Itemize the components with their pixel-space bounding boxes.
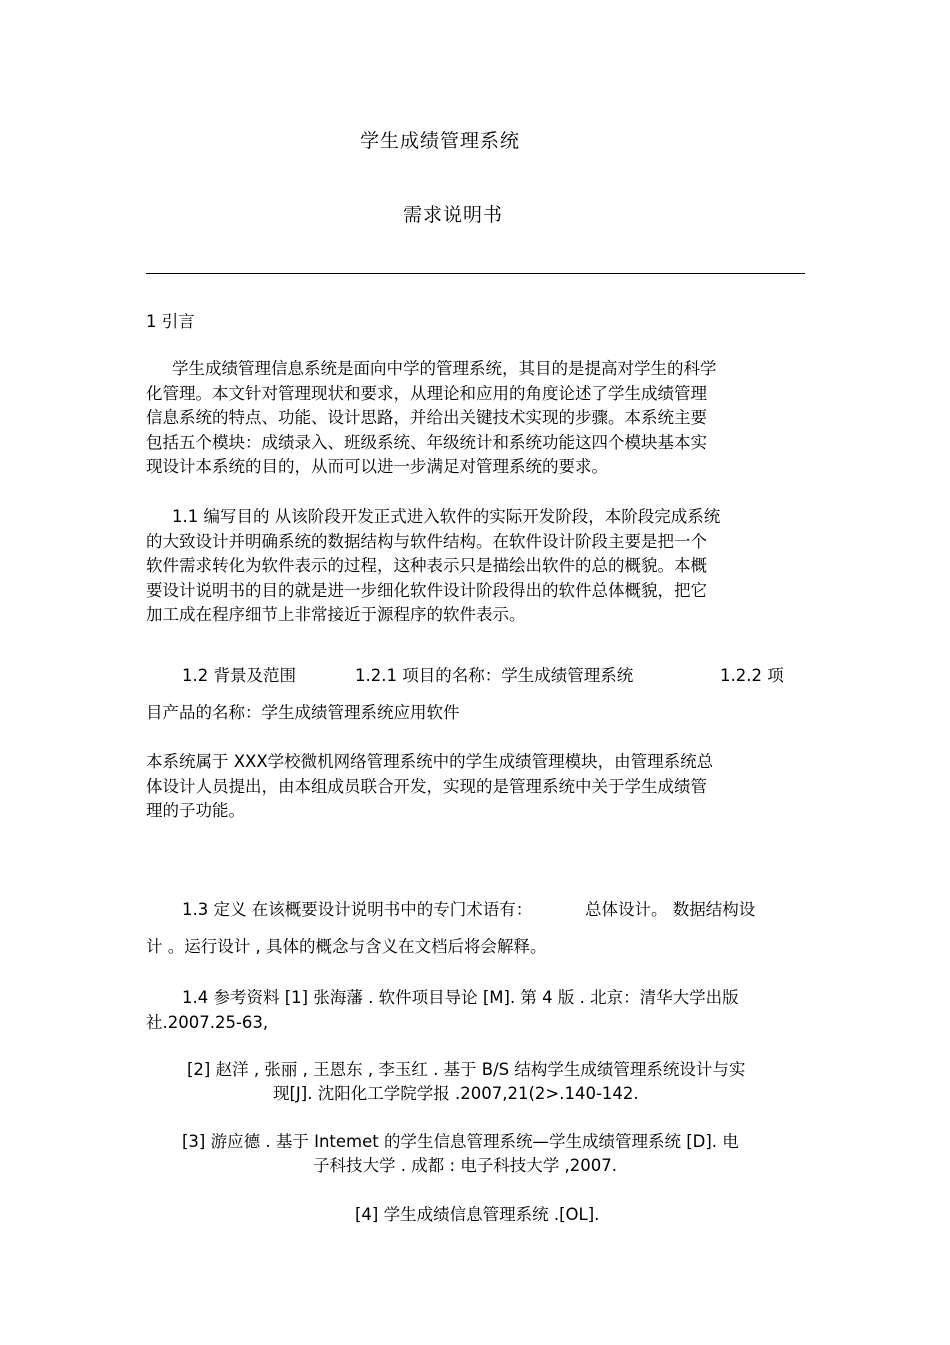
section-1-2-heading: 1.2 背景及范围 xyxy=(182,666,296,685)
intro-line: 现设计本系统的目的，从而可以进一步满足对管理系统的要求。 xyxy=(146,457,608,476)
section-1-heading: 1 引言 xyxy=(146,312,195,331)
section-1-1-line: 1.1 编写目的 从该阶段开发正式进入软件的实际开发阶段，本阶段完成系统 xyxy=(172,507,721,526)
section-1-2-2-end: 目产品的名称：学生成绩管理系统应用软件 xyxy=(146,703,460,722)
section-1-3-heading: 1.3 定义 在该概要设计说明书中的专门术语有： xyxy=(182,900,533,919)
scope-line: 本系统属于 XXX学校微机网络管理系统中的学生成绩管理模块，由管理系统总 xyxy=(146,752,714,771)
reference-2-line-1: [2] 赵洋 , 张丽 , 王恩东 , 李玉红 . 基于 B/S 结构学生成绩管理系统设计与实 xyxy=(187,1060,746,1079)
section-1-1-line: 的大致设计并明确系统的数据结构与软件结构。在软件设计阶段主要是把一个 xyxy=(146,531,707,551)
section-1-3-terms: 总体设计。 数据结构设 xyxy=(585,900,756,919)
scope-line: 体设计人员提出，由本组成员联合开发，实现的是管理系统中关于学生成绩管 xyxy=(146,776,707,796)
scope-line: 理的子功能。 xyxy=(146,801,245,820)
scope-paragraph xyxy=(146,750,713,824)
intro-line: 信息系统的特点、功能、设计思路，并给出关键技术实现的步骤。本系统主要 xyxy=(146,408,707,427)
intro-paragraph xyxy=(146,357,717,480)
section-1-1-line: 加工成在程序细节上非常接近于源程序的软件表示。 xyxy=(146,605,526,624)
section-1-3-continuation: 计 。运行设计 , 具体的概念与含义在文档后将会解释。 xyxy=(146,937,547,956)
reference-4: [4] 学生成绩信息管理系统 .[OL]. xyxy=(355,1205,600,1224)
reference-3-line-1: [3] 游应德 . 基于 Intemet 的学生信息管理系统—学生成绩管理系统 [D]. 电 xyxy=(182,1132,739,1151)
intro-line: 学生成绩管理信息系统是面向中学的管理系统，其目的是提高对学生的科学 xyxy=(172,359,717,378)
reference-3-line-2: 子科技大学 . 成都 : 电子科技大学 ,2007. xyxy=(313,1156,618,1175)
title-divider xyxy=(146,273,805,274)
section-1-2-1: 1.2.1 项目的名称：学生成绩管理系统 xyxy=(355,666,634,685)
intro-line: 化管理。本文针对管理现状和要求，从理论和应用的角度论述了学生成绩管理 xyxy=(146,383,707,403)
section-1-4-continuation: 社.2007.25-63, xyxy=(146,1013,269,1032)
section-1-1-paragraph xyxy=(146,505,720,628)
reference-2-line-2: 现[J]. 沈阳化工学院学报 .2007,21(2>.140-142. xyxy=(273,1084,639,1103)
document-subtitle: 需求说明书 xyxy=(403,204,504,226)
section-1-2-2-start: 1.2.2 项 xyxy=(720,666,784,685)
section-1-1-line: 要设计说明书的目的就是进一步细化软件设计阶段得出的软件总体概貌，把它 xyxy=(146,580,707,600)
document-title: 学生成绩管理系统 xyxy=(360,130,521,152)
intro-line: 包括五个模块：成绩录入、班级系统、年级统计和系统功能这四个模块基本实 xyxy=(146,432,707,452)
section-1-4-heading: 1.4 参考资料 [1] 张海藩 . 软件项目导论 [M]. 第 4 版 . 北京：清华大学出版 xyxy=(182,988,739,1007)
section-1-1-line: 软件需求转化为软件表示的过程，这种表示只是描绘出软件的总的概貌。本概 xyxy=(146,556,707,575)
